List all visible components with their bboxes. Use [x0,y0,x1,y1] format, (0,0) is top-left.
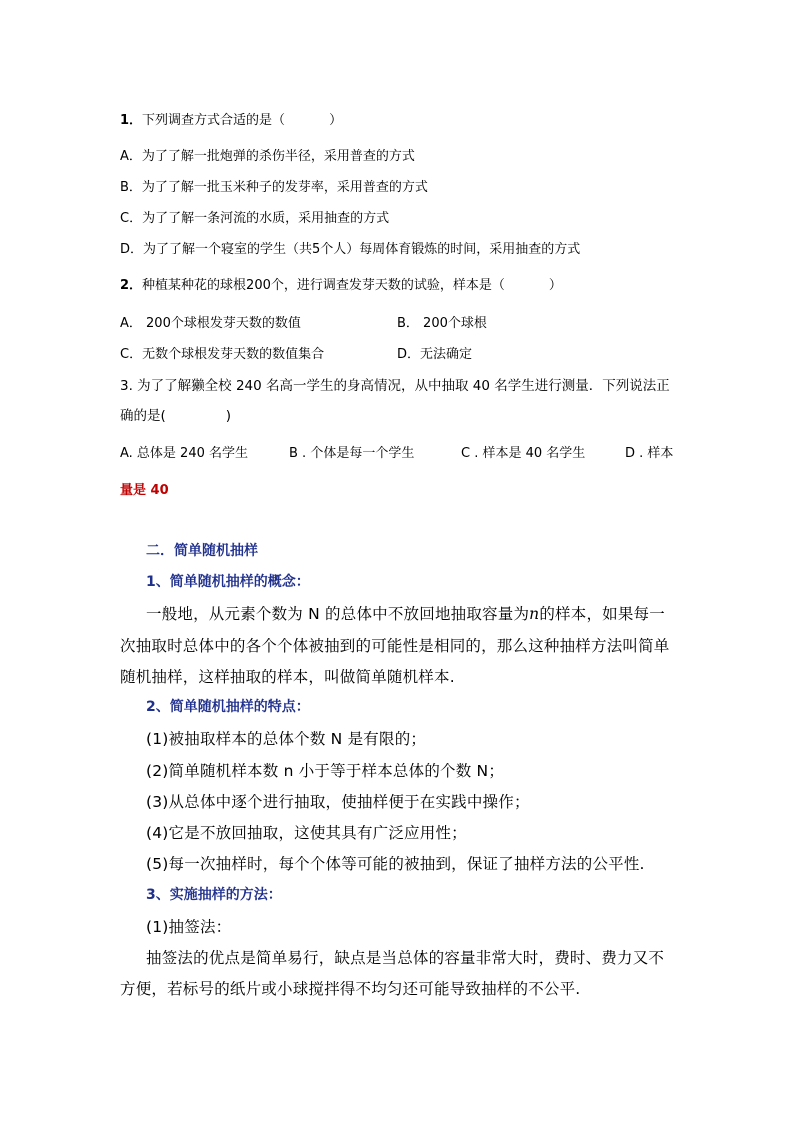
concept-line1-a: 一般地，从元素个数为 N 的总体中不放回地抽取容量为 [146,605,530,623]
q1-number: 1． [120,113,143,128]
q2-option-d: D．无法确定 [397,347,473,362]
heading-features: 2、简单随机抽样的特点： [146,699,310,715]
q2-option-c: C．无数个球根发芽天数的数值集合 [120,347,325,362]
concept-paragraph-line1 [146,602,665,624]
concept-paragraph-line2: 次抽取时总体中的各个个体被抽到的可能性是相同的，那么这种抽样方法叫简单 [120,637,670,655]
q3-option-d: D . 样本 [625,446,674,461]
q3-option-a: A. 总体是 240 名学生 [120,446,249,461]
feature-item-2: (2)简单随机样本数 n 小于等于样本总体的个数 N； [146,762,505,780]
q3-option-c: C . 样本是 40 名学生 [461,446,586,461]
q1-option-d: D．为了了解一个寝室的学生（共5个人）每周体育锻炼的时间，采用抽查的方式 [120,242,581,257]
section-title: 二．简单随机抽样 [146,543,258,559]
heading-methods: 3、实施抽样的方法： [146,887,282,903]
q1-option-c: C．为了了解一条河流的水质，采用抽查的方式 [120,211,390,226]
q2-option-a: A． 200个球根发芽天数的数值 [120,316,301,331]
q1-paren-close: ） [329,113,343,128]
feature-item-4: (4)它是不放回抽取，这使其具有广泛应用性； [146,824,467,842]
feature-item-5: (5)每一次抽样时，每个个体等可能的被抽到，保证了抽样方法的公平性. [146,855,645,873]
method-lottery-line1: 抽签法的优点是简单易行，缺点是当总体的容量非常大时，费时、费力又不 [146,949,665,967]
concept-paragraph-line3: 随机抽样，这样抽取的样本，叫做简单随机样本. [120,668,455,686]
q3-stem-line2 [120,404,231,424]
heading-concept: 1、简单随机抽样的概念： [146,574,310,590]
q1-stem [120,109,342,128]
q2-stem-text: 种植某种花的球根200个，进行调查发芽天数的试验，样本是（ [142,278,505,293]
q3-option-b: B . 个体是每一个学生 [289,446,415,461]
feature-item-3: (3)从总体中逐个进行抽取，使抽样便于在实践中操作； [146,793,530,811]
q2-number: 2． [120,278,143,293]
q3-stem-line1: 3. 为了了解獭全校 240 名高一学生的身高情况，从中抽取 40 名学生进行测量．下列说法正 [120,378,670,394]
q3-paren-close: ) [225,408,232,424]
q2-option-b: B． 200个球根 [397,316,487,331]
feature-item-1: (1)被抽取样本的总体个数 N 是有限的； [146,730,427,748]
method-lottery-line2: 方便，若标号的纸片或小球搅拌得不均匀还可能导致抽样的不公平. [120,980,581,998]
q1-option-a: A．为了了解一批炮弹的杀伤半径，采用普查的方式 [120,149,415,164]
variable-n: n [529,605,540,623]
concept-line1-b: 的样本，如果每一 [539,605,665,623]
q3-option-d-wrap: 量是 40 [120,483,169,498]
q3-stem-line2-text: 确的是( [120,408,166,424]
q1-stem-text: 下列调查方式合适的是（ [142,113,286,128]
method-lottery-label: (1)抽签法： [146,918,232,936]
q2-paren-close: ） [548,278,562,293]
q2-stem [120,274,562,293]
q1-option-b: B．为了了解一批玉米种子的发芽率，采用普查的方式 [120,180,428,195]
